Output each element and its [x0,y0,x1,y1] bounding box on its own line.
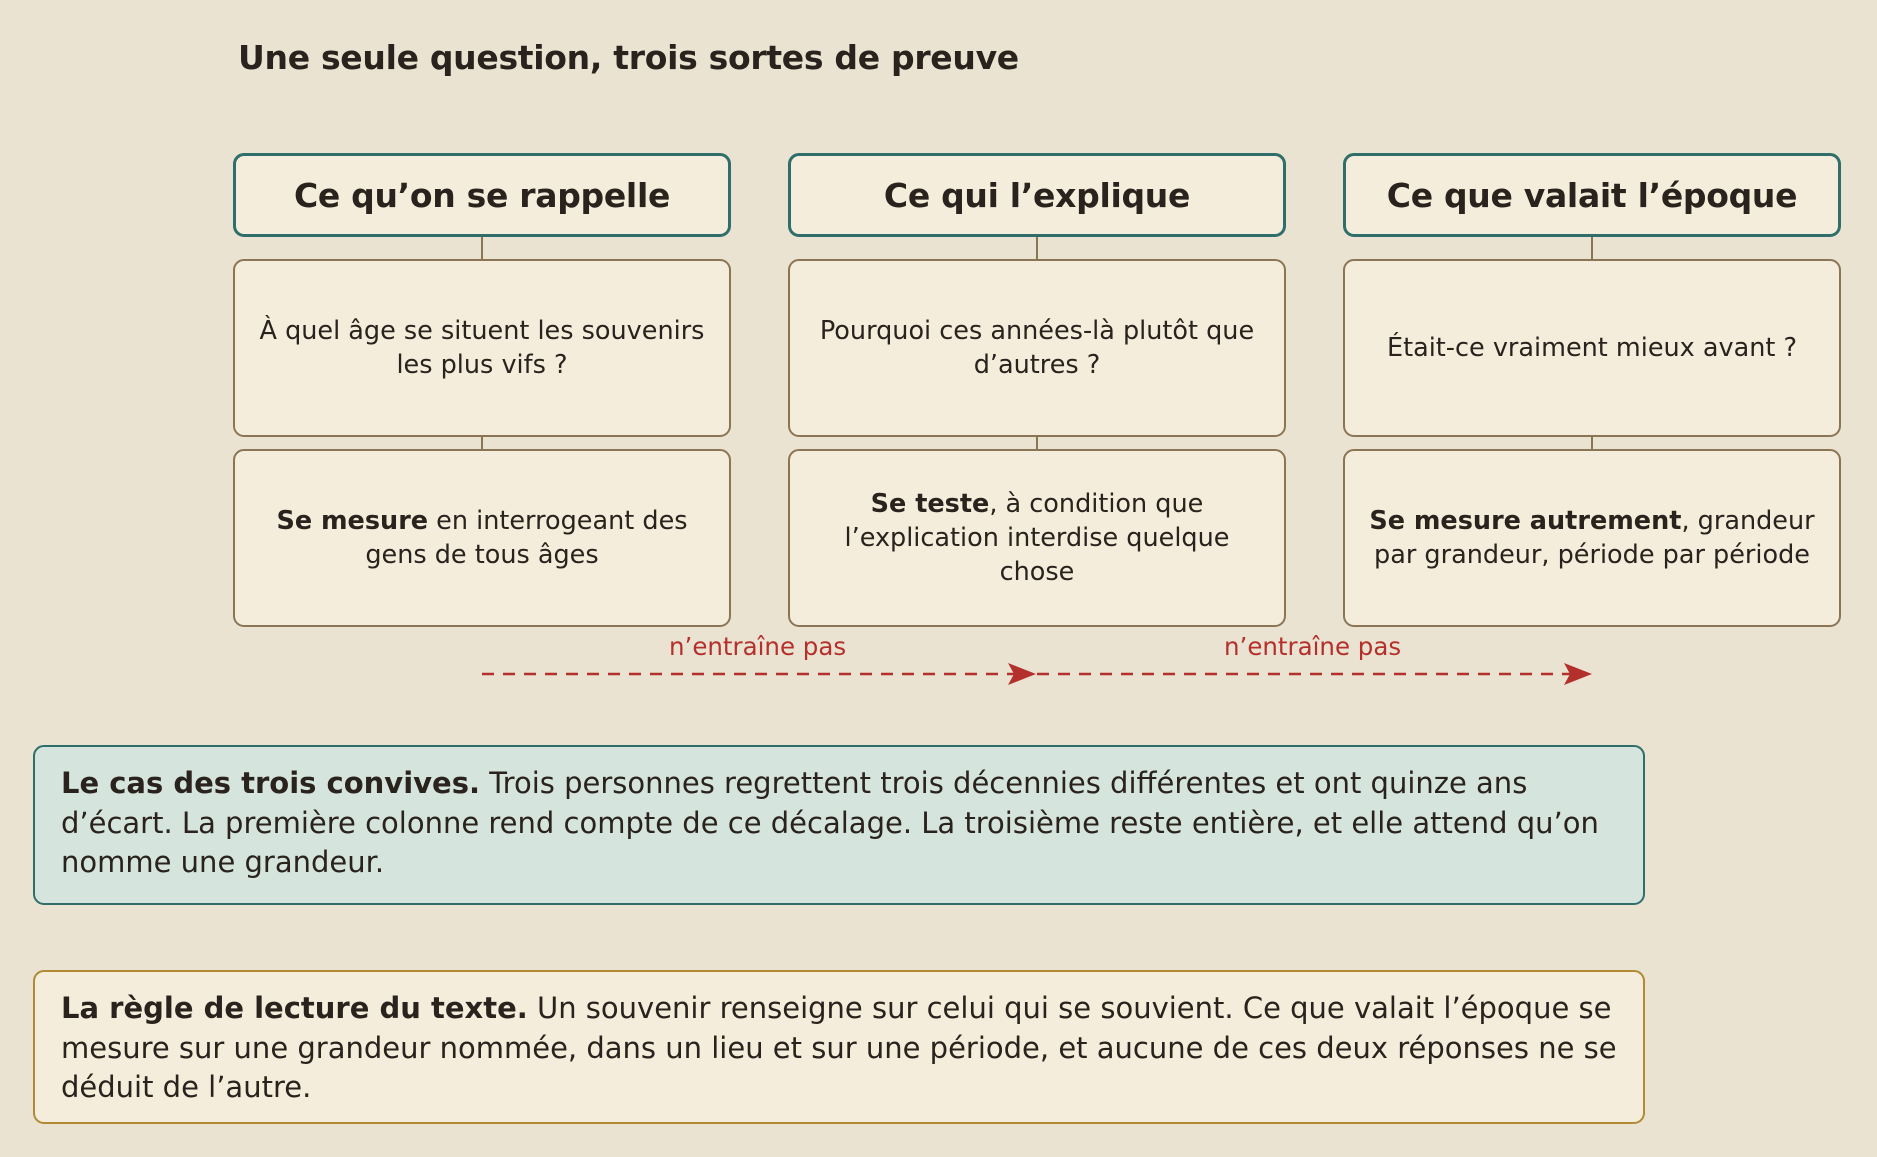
question-text: À quel âge se situent les souvenirs les plus vifs ? [259,316,705,380]
method-text: , grandeur par grandeur, période par période [1374,506,1815,570]
note-case [33,745,1645,905]
column-heading-memory: Ce qu’on se rappelle [233,153,731,237]
note-rule [33,970,1645,1124]
column-heading-era: Ce que valait l’époque [1343,153,1841,237]
method-bold: Se teste [870,489,990,519]
column-heading-explanation: Ce qui l’explique [788,153,1286,237]
method-bold: Se mesure autrement [1369,506,1682,536]
method-bold: Se mesure [276,506,429,536]
note-rule-heading: La règle de lecture du texte. [61,991,528,1025]
note-rule-text: Un souvenir renseigne sur celui qui se souvient. Ce que valait l’époque se mesure sur une grandeur nommée, dans un lieu et sur une période, et aucune de ces deux réponses ne se déduit de l’autre. [61,991,1617,1104]
question-text: Était-ce vraiment mieux avant ? [1386,333,1798,363]
method-text: en interrogeant des gens de tous âges [365,506,688,570]
note-case-heading: Le cas des trois convives. [61,766,480,800]
method-text: , à condition que l’explication interdise quelque chose [844,489,1230,587]
diagram-title: Une seule question, trois sortes de preuve [238,38,1019,77]
note-case-text: Trois personnes regrettent trois décennies différentes et ont quinze ans d’écart. La première colonne rend compte de ce décalage. La troisième reste entière, et elle attend qu’on nomme une grandeur. [61,766,1599,879]
arrow-label-2: n’entraîne pas [1224,632,1402,661]
question-text: Pourquoi ces années-là plutôt que d’autres ? [819,316,1255,380]
arrow-label-1: n’entraîne pas [669,632,847,661]
